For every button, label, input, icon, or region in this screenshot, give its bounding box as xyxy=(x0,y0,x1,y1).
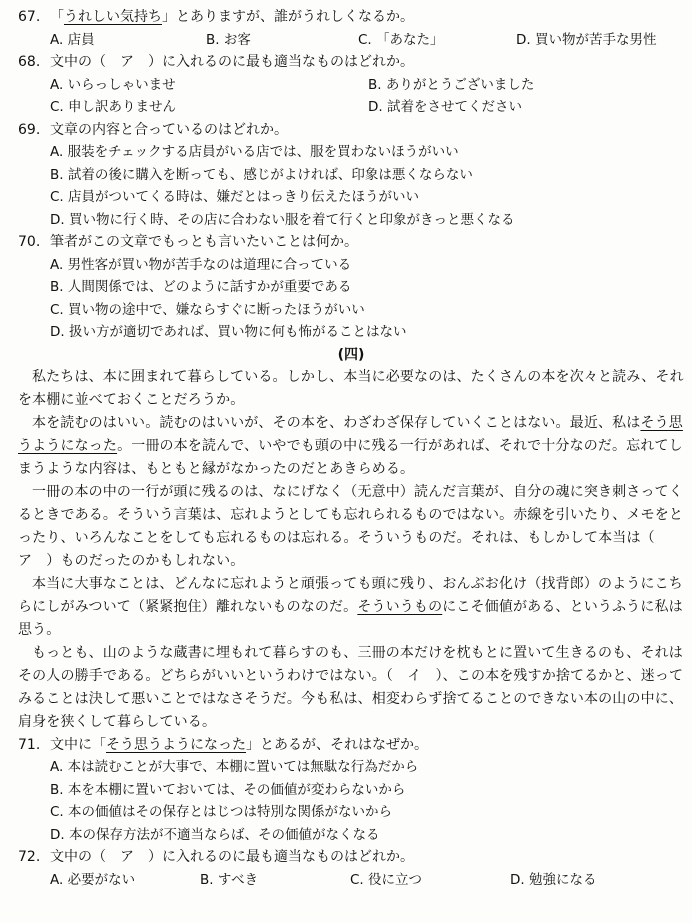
question-number: 70. xyxy=(18,234,41,250)
options-71 xyxy=(18,756,684,846)
option-b: B. 試着の後に購入を断っても、感じがよければ、印象は悪くならない xyxy=(50,166,473,183)
paragraph-4 xyxy=(18,573,684,642)
option-c: C. 役に立つ xyxy=(350,871,423,888)
options-67 xyxy=(18,29,684,52)
option-a: A. 本は読むことが大事で、本棚に置いては無駄な行為だから xyxy=(50,759,419,775)
question-text: 文中の（ ア ）に入れるのに最も適当なものはどれか。 xyxy=(50,849,414,865)
question-number: 68. xyxy=(18,54,41,70)
paragraph-1: 私たちは、本に囲まれて暮らしている。しかし、本当に必要なのは、たくさんの本を次々と読み、それを本棚に並べておくことだろうか。 xyxy=(18,368,684,408)
question-text-post: 」とあるが、それはなぜか。 xyxy=(246,736,428,753)
options-69 xyxy=(18,141,684,231)
question-text-post: 」とありますが、誰がうれしくなるか。 xyxy=(162,9,414,25)
option-a: A. 店員 xyxy=(50,31,95,48)
question-70 xyxy=(18,231,684,254)
underlined-quote: うれしい気持ち xyxy=(64,9,162,25)
question-text-pre: 「 xyxy=(50,9,64,25)
option-b: B. すべき xyxy=(200,871,259,888)
option-d: D. 扱い方が適切であれば、買い物に何も怖がることはない xyxy=(50,324,407,340)
option-d: D. 買い物が苦手な男性 xyxy=(516,31,657,48)
paragraph-5: もっとも、山のような蔵書に埋もれて暮らすのも、三冊の本だけを枕もとに置いて生きるのも、それはその人の勝手である。どちらがいいというわけではない。（ イ ）、この本を残すか捨てるかと、迷ってみることは決して悪いことではなさそうだ。今も私は、相変わらず捨てることのできない本の山の中に、肩身を狭くして暮らしている。 xyxy=(18,644,684,730)
options-70 xyxy=(18,254,684,344)
options-68 xyxy=(18,74,684,119)
option-c: C. 「あなた」 xyxy=(358,31,444,48)
underlined-phrase: そういうもの xyxy=(357,598,443,615)
option-c: C. 本の価値はその保存とはじつは特別な関係がないから xyxy=(50,804,393,820)
question-number: 69. xyxy=(18,121,41,138)
question-67 xyxy=(18,6,684,29)
option-d: D. 勉強になる xyxy=(510,871,597,888)
option-d: D. 買い物に行く時、その店に合わない服を着て行くと印象がきっと悪くなる xyxy=(50,211,515,228)
options-72 xyxy=(18,869,684,892)
question-72 xyxy=(18,846,684,869)
underlined-quote: そう思うようになった xyxy=(106,736,246,753)
option-b: B. 人間関係では、どのように話すかが重要である xyxy=(50,279,352,295)
option-a: A. いらっしゃいませ xyxy=(50,76,176,93)
section-heading: (四) xyxy=(337,346,365,363)
question-number: 67. xyxy=(18,9,41,25)
option-c: C. 店員がついてくる時は、嫌だとはっきり伝えたほうがいい xyxy=(50,189,420,205)
question-68 xyxy=(18,51,684,74)
option-a: A. 必要がない xyxy=(50,871,136,888)
paragraph-text: 本を読むのはいい。読むのはいいが、その本を、わざわざ保存していくことはない。最近、私は xyxy=(32,414,641,431)
option-b: B. お客 xyxy=(206,31,251,48)
option-b: B. ありがとうございました xyxy=(368,76,535,93)
option-d: D. 本の保存方法が不適当ならば、その価値がなくなる xyxy=(50,826,380,843)
option-a: A. 男性客が買い物が苦手なのは道理に合っている xyxy=(50,256,352,273)
paragraph-text: にこそ価値がある、というふうに私は思う。 xyxy=(18,598,683,638)
question-text: 筆者がこの文章でもっとも言いたいことは何か。 xyxy=(50,234,358,250)
question-number: 71. xyxy=(18,736,41,753)
question-text: 文中の（ ア ）に入れるのに最も適当なものはどれか。 xyxy=(50,54,414,70)
option-b: B. 本を本棚に置いておいては、その価値が変わらないから xyxy=(50,781,406,798)
underlined-phrase: そう思うようになった xyxy=(18,414,683,454)
option-d: D. 試着をさせてください xyxy=(368,99,522,115)
option-c: C. 申し訳ありません xyxy=(50,99,177,115)
question-71 xyxy=(18,734,684,757)
question-number: 72. xyxy=(18,849,41,865)
option-c: C. 買い物の途中で、嫌ならすぐに断ったほうがいい xyxy=(50,301,365,318)
question-text-pre: 文中に「 xyxy=(50,736,106,753)
option-a: A. 服装をチェックする店員がいる店では、服を買わないほうがいい xyxy=(50,144,459,160)
paragraph-text: 。一冊の本を読んで、いやでも頭の中に残る一行があれば、それで十分なのだ。忘れてしまうような内容は、もともと縁がなかったのだとあきらめる。 xyxy=(18,437,683,477)
paragraph-3: 一冊の本の中の一行が頭に残るのは、なにげなく（无意中）読んだ言葉が、自分の魂に突き刺さってくるときである。そういう言葉は、忘れようとしても忘れられるものではない。赤線を引いたり、メモをとったり、いろんなことをしても忘れるものは忘れる。そういうものだ。それは、もしかして本当は（ ア ）ものだったのかもしれない。 xyxy=(18,483,684,569)
question-text: 文章の内容と合っているのはどれか。 xyxy=(50,121,288,138)
reading-passage xyxy=(18,366,684,734)
paragraph-text: 本当に大事なことは、どんなに忘れようと頑張っても頭に残り、おんぶお化け（找背郎）のようにこちらにしがみついて（紧紧抱住）離れないものなのだ。 xyxy=(18,575,683,615)
paragraph-2 xyxy=(18,412,684,481)
question-69 xyxy=(18,119,684,142)
